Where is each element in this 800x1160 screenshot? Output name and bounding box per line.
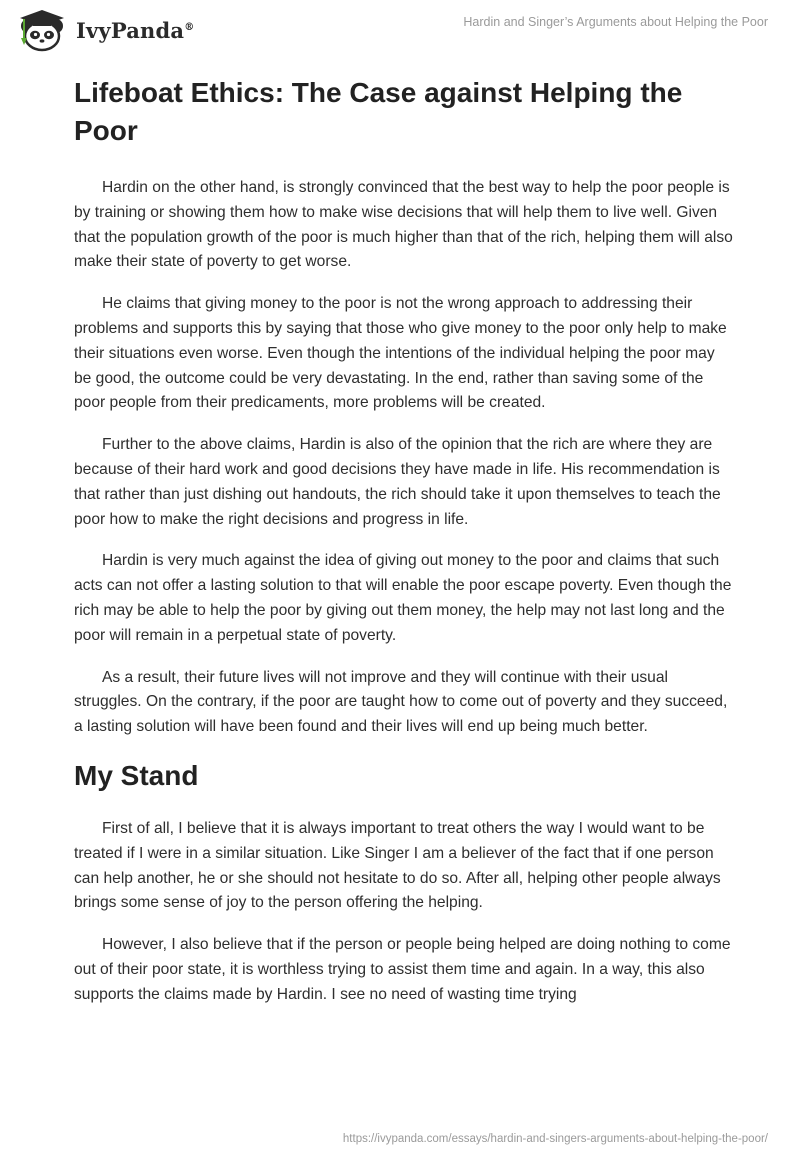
document-title: Hardin and Singer’s Arguments about Helping the Poor (463, 15, 768, 29)
source-url-link[interactable]: https://ivypanda.com/essays/hardin-and-singers-arguments-about-helping-the-poor/ (342, 1133, 768, 1145)
paragraph: He claims that giving money to the poor is not the wrong approach to addressing their problems and supports this by saying that those who give money to the poor only help to make their situations even worse. Even though the intentions of the individual helping the poor may be good, the outcome could be very devastating. In the end, rather than saving some of the poor people from their predicaments, more problems will be created. (74, 295, 727, 412)
section-heading-my-stand: My Stand (74, 759, 199, 791)
section-heading-lifeboat-ethics: Lifeboat Ethics: The Case against Helping the Poor (74, 77, 683, 146)
paragraph: As a result, their future lives will not improve and they will continue with their usual struggles. On the contrary, if the poor are taught how to come out of poverty and they succeed, a lasting solution will have been found and their lives will end up being much better. (74, 668, 728, 736)
brand-logo-link[interactable] (14, 8, 194, 52)
article-body (74, 70, 734, 1025)
page-header (0, 0, 800, 64)
paragraph: However, I also believe that if the person or people being helped are doing nothing to come out of their poor state, it is worthless trying to assist them time and again. In a way, this also supports the claims made by Hardin. I see no need of wasting time trying (74, 936, 731, 1003)
paragraph: Hardin is very much against the idea of giving out money to the poor and claims that such acts can not offer a lasting solution to that will enable the poor escape poverty. Even though the rich may be able to help the poor by giving out them money, the help may not last long and the poor will remain in a perpetual state of poverty. (74, 552, 732, 644)
brand-name: IvyPanda® (76, 17, 195, 43)
paragraph: Hardin on the other hand, is strongly convinced that the best way to help the poor people is by training or showing them how to make wise decisions that will help them to live well. Given that the population growth of the poor is much higher than that of the rich, helping them will also make their state of poverty to get worse. (74, 179, 733, 271)
paragraph: First of all, I believe that it is always important to treat others the way I would want to be treated if I were in a similar situation. Like Singer I am a believer of the fact that if one person can help another, he or she should not hesitate to do so. After all, helping other people always brings some sense of joy to the person offering the helping. (74, 819, 721, 912)
paragraph: Further to the above claims, Hardin is also of the opinion that the rich are where they are because of their hard work and good decisions they have made in life. His recommendation is that rather than just dishing out handouts, the rich should take it upon themselves to teach the poor how to make the right decisions and progress in life. (74, 436, 721, 528)
panda-graduation-cap-icon (14, 8, 70, 52)
